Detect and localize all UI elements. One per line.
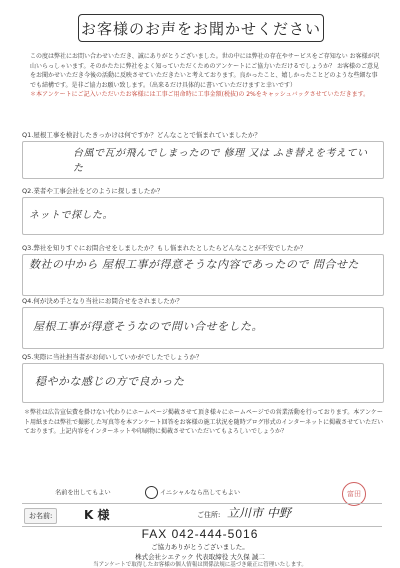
- consent-checkbox-2-circled[interactable]: [145, 486, 158, 499]
- publication-notice: ＊弊社は広告宣伝費を掛けない代わりにホームページ掲載させて頂き様々にホームページでの営業活動を行っております。本アンケート用紙または弊社で撮影した写真等を本アンケート回答をお客様の施工状況を随時ブログ形式のインターネットに掲載させていただいております。上記内容をインターネットや印刷物に掲載させていただいてもよろしいでしょうか？: [24, 409, 384, 435]
- seal-stamp: 富田: [342, 482, 366, 506]
- consent-option-1-label: 名前を出してもよい: [54, 489, 111, 497]
- answer-4-text: 屋根工事が得意そうなので問い合せをした。: [33, 320, 263, 333]
- customer-info-row: [22, 503, 382, 527]
- consent-option-2-label: イニシャルなら出してもよい: [159, 489, 241, 497]
- fax-number: FAX 042-444-5016: [141, 527, 259, 541]
- answer-4-box[interactable]: [22, 307, 384, 349]
- question-2-label: Q2.業者や工事会社をどのように探しましたか？: [22, 187, 164, 195]
- address-value: 立川市 中野: [227, 506, 291, 520]
- answer-5-text: 穏やかな感じの方で良かった: [35, 375, 185, 388]
- answer-1-text: 台風で瓦が飛んでしまったので 修理 又は ふき替えを考えていた: [73, 148, 368, 174]
- answer-5-box[interactable]: [22, 363, 384, 403]
- intro-text: [30, 52, 382, 100]
- name-label: お名前:: [24, 508, 57, 524]
- privacy-note: 当アンケートで取得したお客様の個人情報は関係法規に基づき厳正に管理いたします。: [93, 562, 307, 568]
- title-text: お客様のお声をお聞かせください: [80, 19, 321, 38]
- thanks-text: ご協力ありがとうございました。: [151, 543, 249, 551]
- answer-3-box[interactable]: [22, 254, 384, 296]
- page-title: [78, 14, 324, 42]
- question-1-label: Q1.屋根工事を検討したきっかけは何ですか？どんなことで悩まれていましたか？: [22, 131, 261, 139]
- answer-2-text: ネットで探した。: [29, 210, 113, 221]
- answer-3-text: 数社の中から 屋根工事が得意そうな内容であったので 問合せた: [29, 258, 359, 271]
- address-label: ご住所:: [197, 511, 221, 519]
- cashback-note: ＊本アンケートにご記入いただいたお客様には工事ご用命時に工事金額(税抜)の 2%をキャッシュバックさせていただきます。: [30, 91, 370, 99]
- name-value: K 様: [84, 508, 110, 522]
- question-4-label: Q4.何が決め手となり当社にお問合せをされましたか？: [22, 297, 183, 305]
- answer-2-box[interactable]: [22, 197, 384, 235]
- intro-body: この度は弊社にお問い合わせいただき、誠にありがとうございました。世の中には弊社の存在やサービスをご存知ない お客様が沢山いらっしゃいます。そのかたたに弊社をよく知っていただくためのアンケートにご協力いただけるでしょうか？ お客様のご意見をお聞かせいただき今後の活動に反映させていただきたいと考えております。良かったこと、嬉しかったことどのような些細な事でも結構です。是非ご協力お願い致します。（出来るだけ具体的に書いていただけますと幸いです）: [30, 53, 380, 89]
- question-3-label: Q3.弊社を知りすぐにお問合せをしましたか？もし悩まれたとしたらどんなことが不安でしたか？: [22, 244, 307, 252]
- company-info: 株式会社シエテック 代表取締役 大久保 誠二: [135, 553, 265, 561]
- answer-1-box[interactable]: [22, 141, 384, 179]
- consent-checkbox-1[interactable]: [40, 486, 53, 499]
- question-5-label: Q5.実際に当社担当者がお伺いしていかがでしたでしょうか？: [22, 353, 203, 361]
- consent-option-initial[interactable]: [145, 486, 240, 499]
- consent-option-name[interactable]: [40, 486, 111, 499]
